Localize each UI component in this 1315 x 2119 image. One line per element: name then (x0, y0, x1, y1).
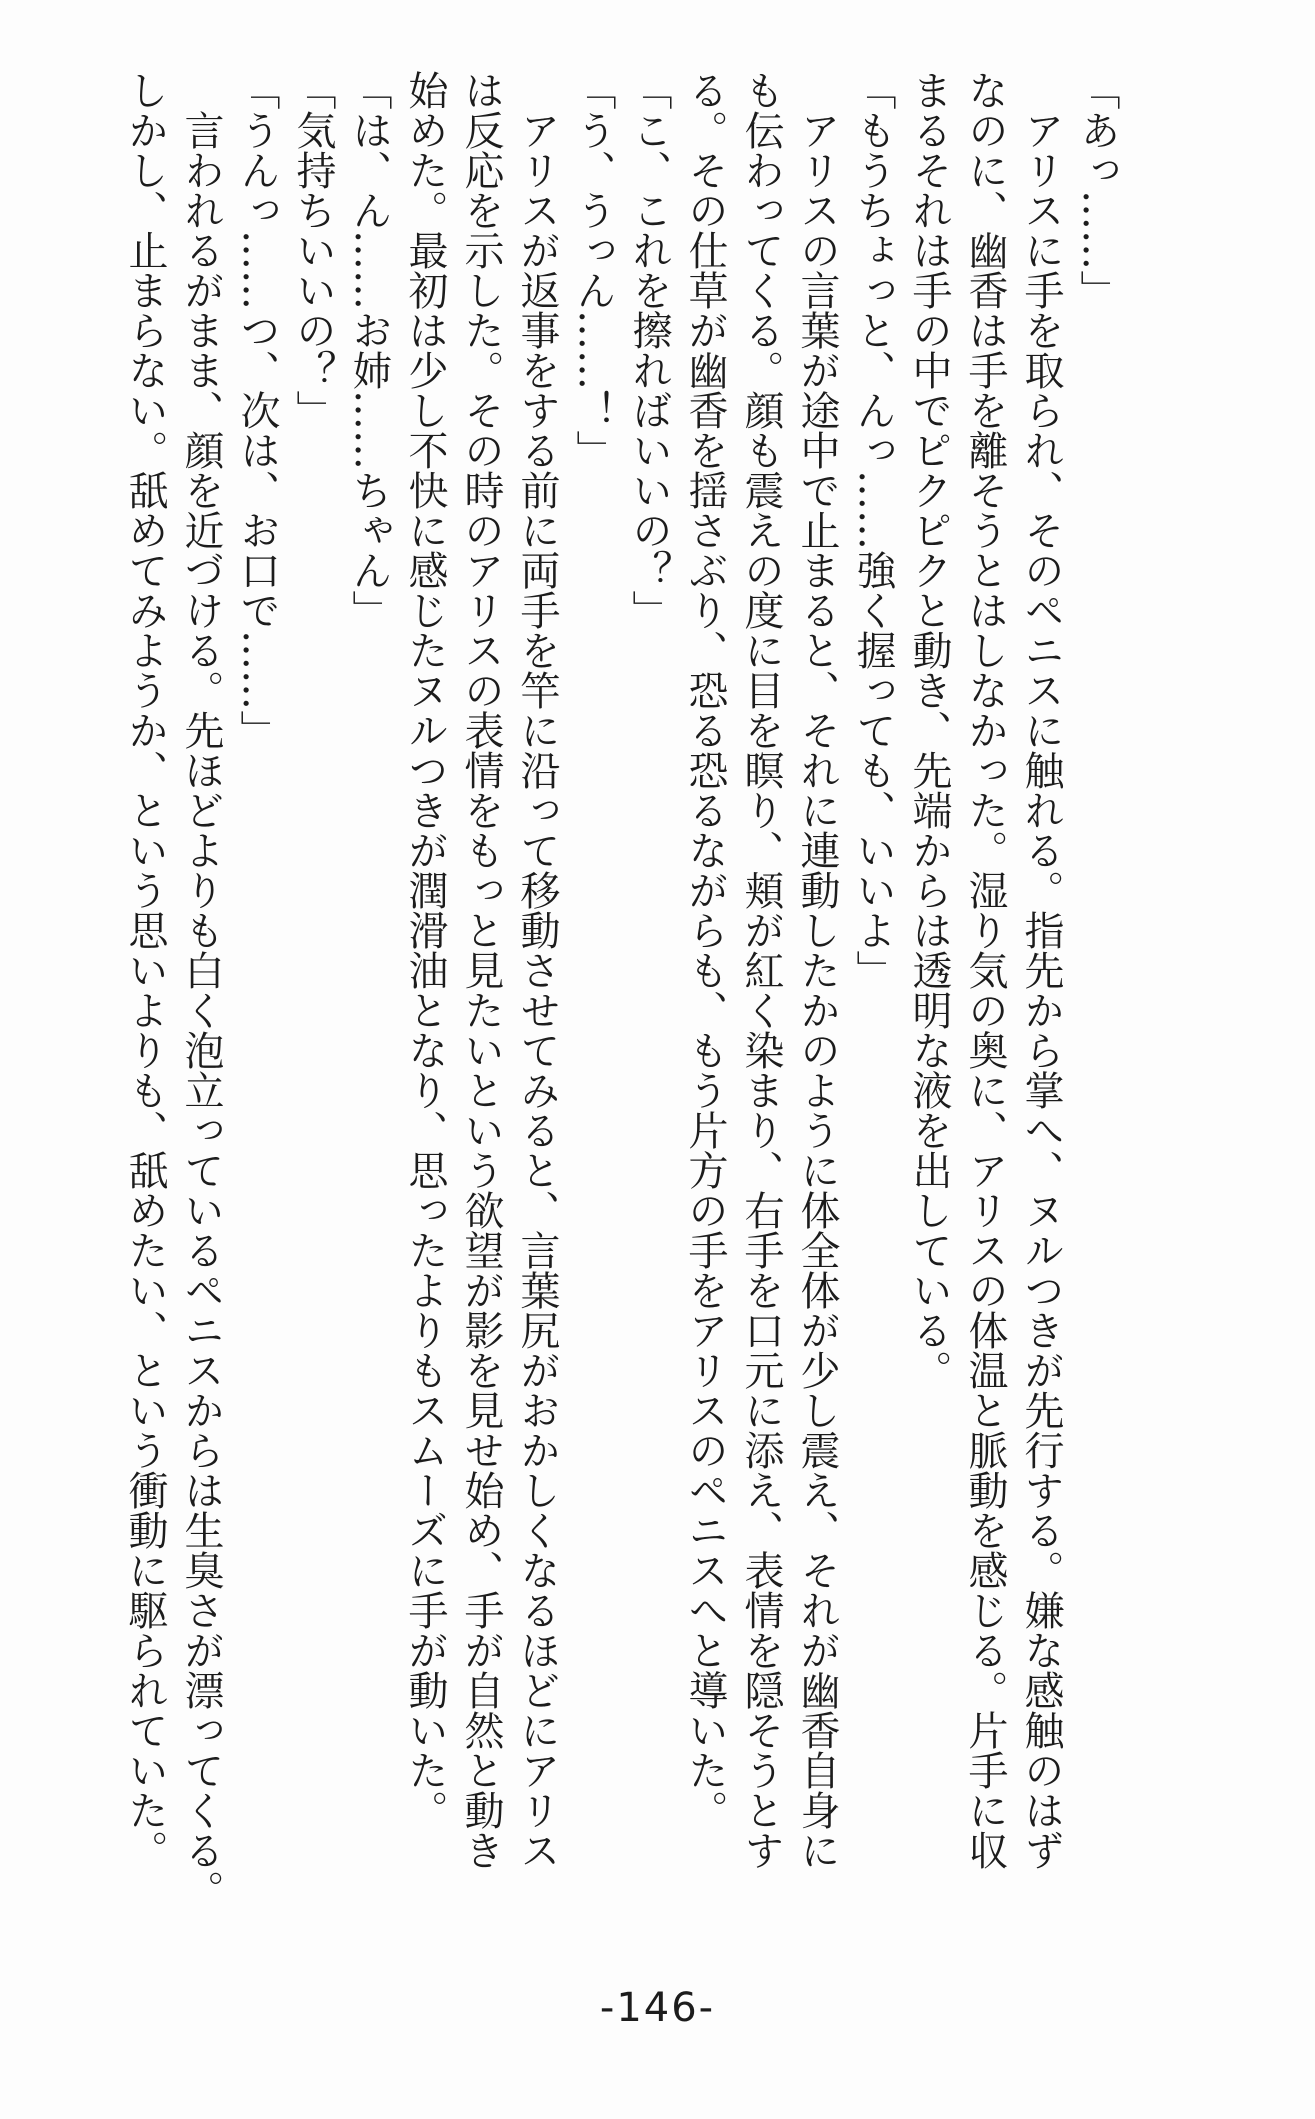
text-line: 「あっ……」 (1074, 70, 1120, 310)
text-line: 始めた。最初は少し不快に感じたヌルつきが潤滑油となり、思ったよりもスムーズに手が動いた。 (402, 70, 448, 1830)
text-line: る。その仕草が幽香を揺さぶり、恐る恐るながらも、もう片方の手をアリスのペニスへと導いた。 (682, 70, 728, 1830)
text-line: 「う、うっん……！」 (570, 70, 616, 470)
page-number: -146- (599, 1985, 716, 2031)
text-line: 「こ、これを擦ればいいの？」 (626, 70, 672, 630)
vertical-text-body (122, 70, 1125, 1950)
text-line: しかし、止まらない。舐めてみようか、という思いよりも、舐めたい、という衝動に駆られていた。 (122, 70, 168, 1870)
text-line: は反応を示した。その時のアリスの表情をもっと見たいという欲望が影を見せ始め、手が自然と動き (458, 70, 504, 1870)
text-line: 言われるがまま、顔を近づける。先ほどよりも白く泡立っているペニスからは生臭さが漂ってくる。 (178, 70, 224, 1910)
text-line: アリスの言葉が途中で止まると、それに連動したかのように体全体が少し震え、それが幽香自身に (794, 70, 840, 1870)
text-line: 「もうちょっと、んっ……強く握っても、いいよ」 (850, 70, 896, 990)
text-line: まるそれは手の中でピクピクと動き、先端からは透明な液を出している。 (906, 70, 952, 1390)
text-line: も伝わってくる。顔も震えの度に目を瞑り、頬が紅く染まり、右手を口元に添え、表情を隠そうとす (738, 70, 784, 1870)
text-line: なのに、幽香は手を離そうとはしなかった。湿り気の奥に、アリスの体温と脈動を感じる。片手に収 (962, 70, 1008, 1870)
text-line: アリスに手を取られ、そのペニスに触れる。指先から掌へ、ヌルつきが先行する。嫌な感触のはず (1018, 70, 1064, 1870)
text-line: 「は、ん……お姉……ちゃん」 (346, 70, 392, 630)
text-line: アリスが返事をする前に両手を竿に沿って移動させてみると、言葉尻がおかしくなるほどにアリス (514, 70, 560, 1870)
text-line: 「うんっ……つ、次は、お口で……」 (234, 70, 280, 750)
text-line: 「気持ちいいの？」 (290, 70, 336, 430)
